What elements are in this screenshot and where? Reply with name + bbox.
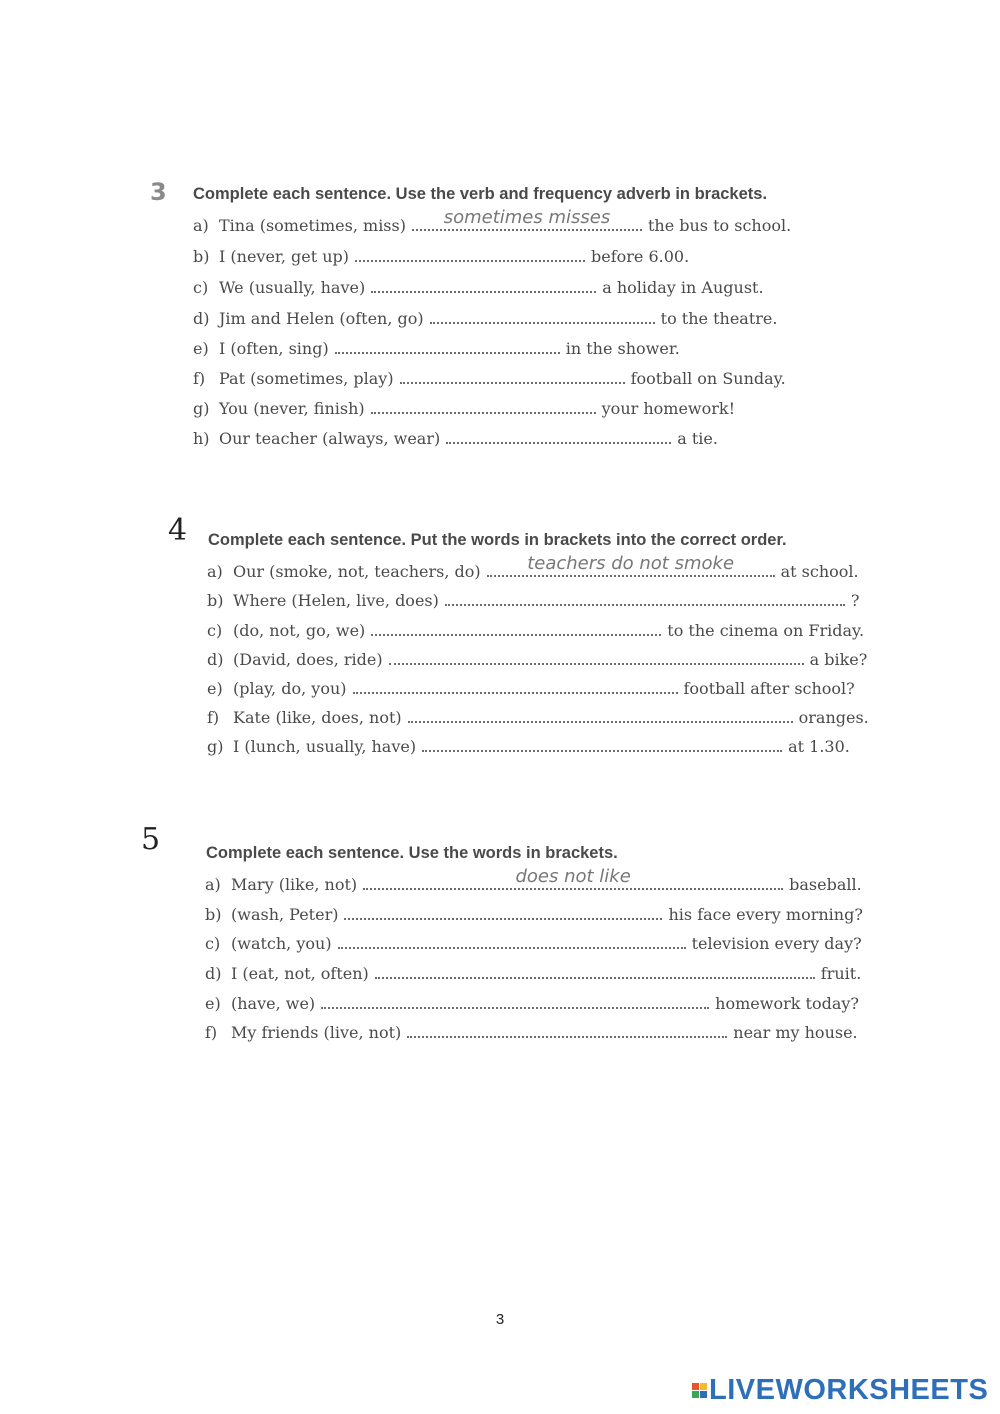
question-letter: e) <box>193 339 209 358</box>
liveworksheets-brand[interactable] <box>692 1374 988 1407</box>
question-letter: d) <box>207 650 224 669</box>
answer-input[interactable] <box>445 582 845 604</box>
question-prompt: Our (smoke, not, teachers, do) <box>233 562 481 581</box>
exercise-instruction: Complete each sentence. Put the words in brackets into the correct order. <box>208 531 787 549</box>
question-row <box>193 215 791 235</box>
answer-blank <box>389 649 804 665</box>
question-row <box>193 277 764 297</box>
question-letter: f) <box>205 1023 218 1042</box>
question-row <box>207 707 869 727</box>
answer-blank <box>321 993 709 1009</box>
question-row <box>207 561 859 581</box>
question-prompt: We (usually, have) <box>219 278 366 297</box>
answer-input[interactable] <box>430 300 655 322</box>
answer-blank <box>355 246 585 262</box>
answer-blank <box>375 963 815 979</box>
answer-blank <box>344 904 662 920</box>
question-letter: a) <box>193 216 209 235</box>
answer-blank <box>430 308 655 324</box>
answer-input[interactable] <box>335 330 560 352</box>
question-letter: b) <box>205 905 222 924</box>
question-suffix: before 6.00. <box>591 247 690 266</box>
question-row <box>205 993 859 1013</box>
answer-input[interactable] <box>355 238 585 260</box>
question-row <box>205 963 861 983</box>
question-prompt: I (eat, not, often) <box>231 964 369 983</box>
question-letter: f) <box>193 369 206 388</box>
question-prompt: Jim and Helen (often, go) <box>219 309 424 328</box>
exercise-number: 5 <box>141 822 161 857</box>
answer-input[interactable] <box>408 699 793 721</box>
answer-input[interactable] <box>371 269 596 291</box>
question-letter: h) <box>193 429 210 448</box>
question-suffix: near my house. <box>733 1023 858 1042</box>
answer-blank <box>445 590 845 606</box>
answer-input[interactable] <box>412 207 642 229</box>
question-row <box>207 736 850 756</box>
question-prompt: (wash, Peter) <box>231 905 339 924</box>
question-prompt: Where (Helen, live, does) <box>233 591 439 610</box>
question-suffix: fruit. <box>820 964 862 983</box>
answer-input[interactable] <box>422 728 782 750</box>
question-letter: f) <box>207 708 220 727</box>
question-letter: b) <box>207 591 224 610</box>
question-letter: g) <box>193 399 210 418</box>
answer-input[interactable] <box>487 553 775 575</box>
question-suffix: football after school? <box>683 679 855 698</box>
answer-blank <box>408 707 793 723</box>
question-letter: c) <box>205 934 221 953</box>
question-suffix: at 1.30. <box>788 737 850 756</box>
question-row <box>193 428 718 448</box>
question-suffix: a holiday in August. <box>602 278 764 297</box>
question-prompt: (do, not, go, we) <box>233 621 366 640</box>
question-letter: g) <box>207 737 224 756</box>
exercise-instruction: Complete each sentence. Use the verb and frequency adverb in brackets. <box>193 185 768 203</box>
question-suffix: homework today? <box>715 994 859 1013</box>
question-letter: a) <box>207 562 223 581</box>
question-suffix: football on Sunday. <box>630 369 786 388</box>
question-suffix: oranges. <box>798 708 869 727</box>
question-prompt: You (never, finish) <box>219 399 365 418</box>
question-prompt: I (never, get up) <box>219 247 350 266</box>
question-letter: b) <box>193 247 210 266</box>
exercise-number: 4 <box>168 513 188 548</box>
question-prompt: Pat (sometimes, play) <box>219 369 394 388</box>
question-row <box>207 678 855 698</box>
brand-name: LIVEWORKSHEETS <box>709 1374 989 1406</box>
answer-blank <box>487 561 775 577</box>
question-row <box>207 590 859 610</box>
question-row <box>193 398 735 418</box>
answer-input[interactable] <box>338 925 686 947</box>
answer-blank <box>422 736 782 752</box>
question-prompt: I (often, sing) <box>219 339 329 358</box>
question-prompt: Tina (sometimes, miss) <box>219 216 406 235</box>
liveworksheets-logo-icon <box>692 1383 707 1398</box>
question-row <box>205 904 863 924</box>
answer-blank <box>400 368 625 384</box>
question-suffix: to the cinema on Friday. <box>667 621 865 640</box>
question-prompt: My friends (live, not) <box>231 1023 402 1042</box>
question-suffix: to the theatre. <box>660 309 778 328</box>
answer-blank <box>353 678 678 694</box>
page-number: 3 <box>495 1311 505 1328</box>
question-prompt: (have, we) <box>231 994 316 1013</box>
answer-blank <box>371 398 596 414</box>
question-prompt: I (lunch, usually, have) <box>233 737 417 756</box>
answer-blank <box>335 338 560 354</box>
answer-blank <box>371 620 661 636</box>
question-row <box>193 368 786 388</box>
question-letter: e) <box>207 679 223 698</box>
answer-blank <box>371 277 596 293</box>
answer-input[interactable] <box>363 866 783 888</box>
question-suffix: television every day? <box>691 934 862 953</box>
question-prompt: (watch, you) <box>231 934 332 953</box>
question-prompt: Kate (like, does, not) <box>233 708 402 727</box>
question-suffix: at school. <box>780 562 859 581</box>
answer-blank <box>446 428 671 444</box>
question-suffix: a bike? <box>809 650 868 669</box>
question-suffix: baseball. <box>789 875 862 894</box>
question-suffix: his face every morning? <box>668 905 863 924</box>
answer-blank <box>412 215 642 231</box>
answer-input[interactable] <box>353 670 678 692</box>
exercise-number: 3 <box>150 178 167 206</box>
answer-input[interactable] <box>407 1014 727 1036</box>
answer-input[interactable] <box>371 612 661 634</box>
question-letter: e) <box>205 994 221 1013</box>
question-letter: a) <box>205 875 221 894</box>
question-row <box>207 649 867 669</box>
exercise-instruction: Complete each sentence. Use the words in brackets. <box>206 844 618 862</box>
question-row <box>205 933 862 953</box>
answer-input[interactable] <box>389 641 804 663</box>
question-letter: d) <box>205 964 222 983</box>
answer-blank <box>407 1022 727 1038</box>
question-letter: c) <box>207 621 223 640</box>
answer-input[interactable] <box>371 390 596 412</box>
question-suffix: a tie. <box>677 429 718 448</box>
question-suffix: the bus to school. <box>647 216 792 235</box>
question-letter: c) <box>193 278 209 297</box>
answer-input[interactable] <box>446 420 671 442</box>
question-letter: d) <box>193 309 210 328</box>
question-row <box>207 620 864 640</box>
answer-blank <box>338 933 686 949</box>
question-prompt: Our teacher (always, wear) <box>219 429 441 448</box>
question-row <box>205 1022 858 1042</box>
answer-input[interactable] <box>375 955 815 977</box>
answer-input[interactable] <box>321 985 709 1007</box>
question-suffix: your homework! <box>601 399 736 418</box>
question-row <box>193 338 680 358</box>
question-suffix: in the shower. <box>565 339 680 358</box>
question-prompt: (play, do, you) <box>233 679 347 698</box>
answer-blank <box>363 874 783 890</box>
question-suffix: ? <box>850 591 860 610</box>
question-prompt: (David, does, ride) <box>233 650 383 669</box>
question-row <box>193 246 689 266</box>
question-prompt: Mary (like, not) <box>231 875 358 894</box>
answer-input[interactable] <box>400 360 625 382</box>
answer-input[interactable] <box>344 896 662 918</box>
question-row <box>193 308 777 328</box>
question-row <box>205 874 862 894</box>
